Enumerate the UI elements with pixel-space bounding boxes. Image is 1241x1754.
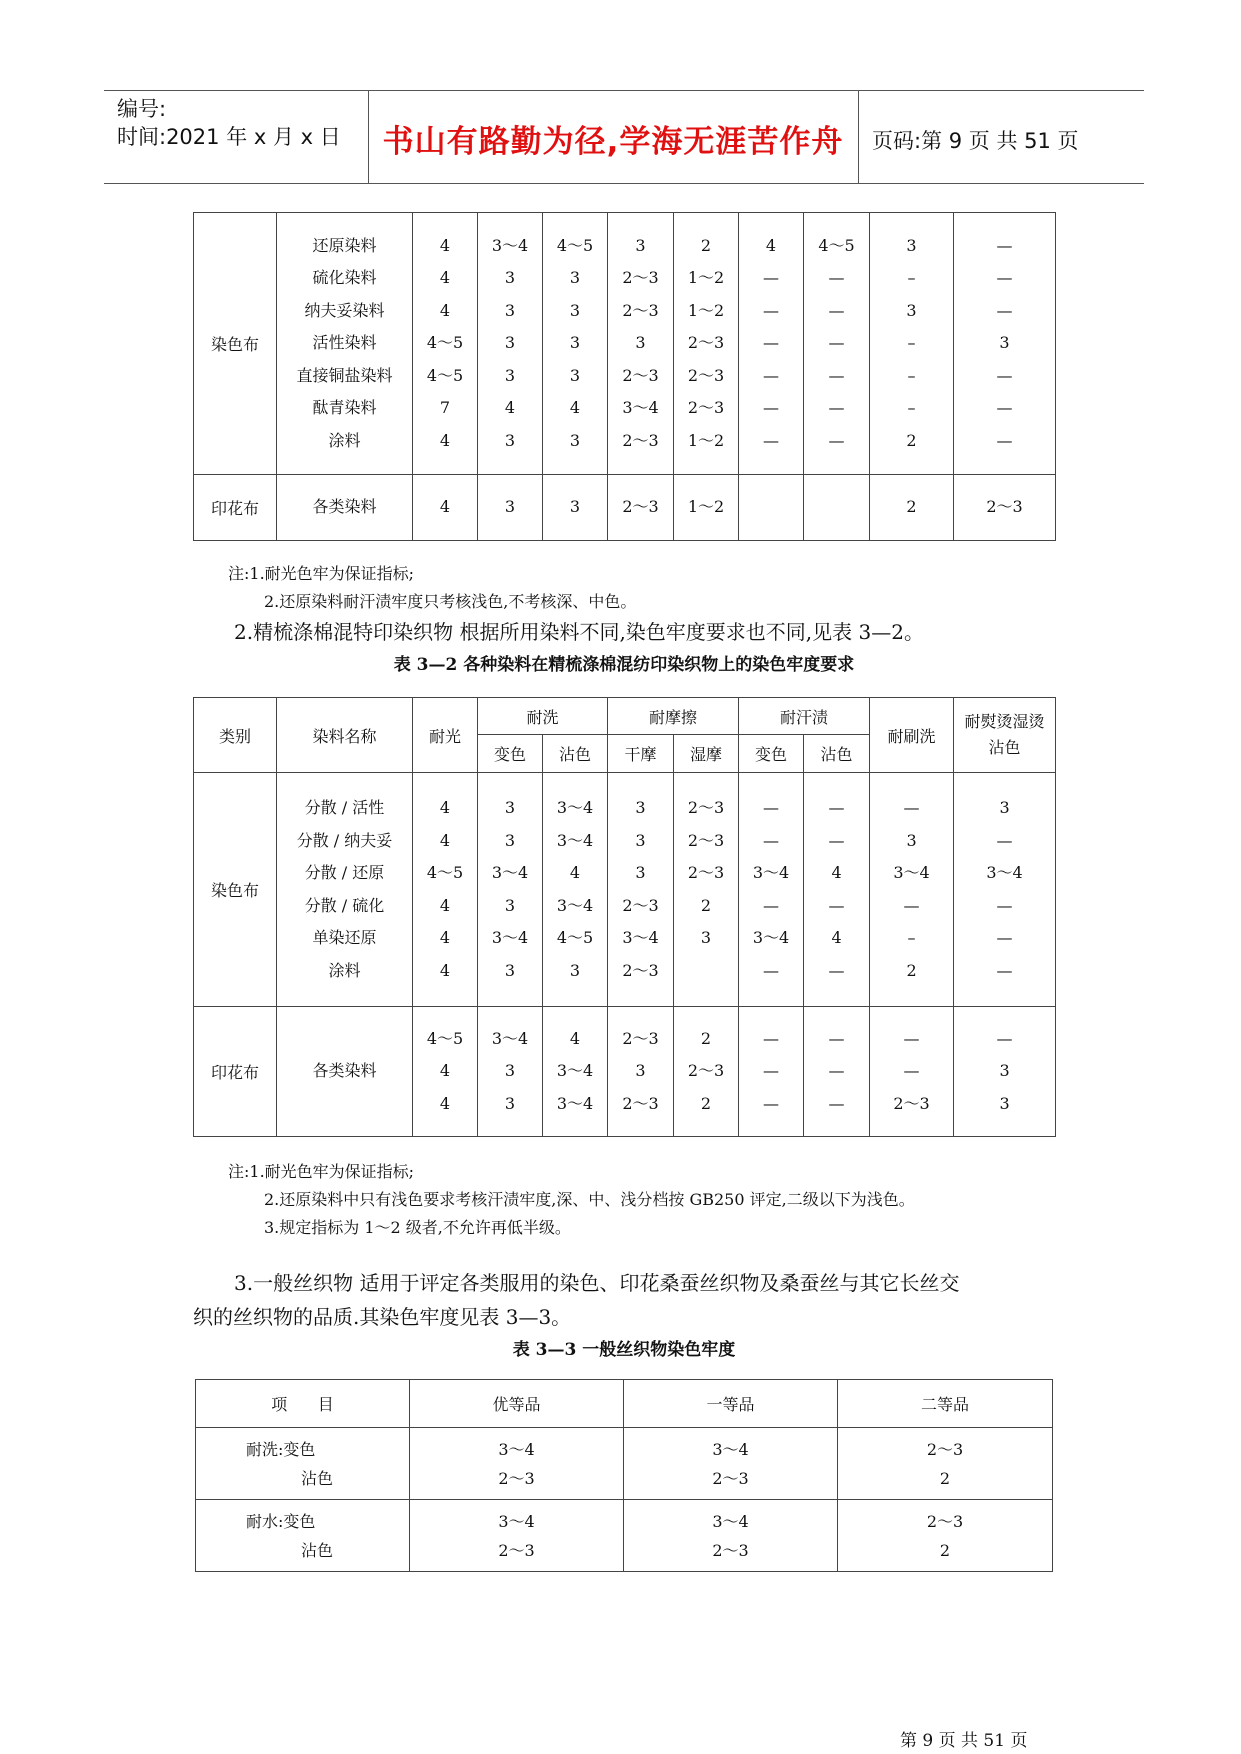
rating-value: —	[763, 430, 779, 450]
rating-value: —	[763, 300, 779, 320]
dye-name: 分散 / 纳夫妥	[296, 830, 393, 850]
header-iron: 耐熨烫湿烫沾色	[954, 698, 1056, 773]
rating-value-stack	[804, 491, 869, 524]
rating-value-stack	[608, 230, 673, 458]
rating-value: 2～3	[622, 430, 659, 450]
rating-value-stack	[954, 1023, 1055, 1121]
rating-value: 3	[700, 928, 712, 947]
header-light: 耐光	[413, 698, 478, 773]
rating-value: 7	[439, 398, 451, 418]
rating-value: —	[828, 1061, 845, 1081]
dye-name-stack	[277, 792, 412, 987]
rating-value-stack	[739, 792, 803, 987]
rating-value: 4	[569, 863, 581, 882]
rating-value: —	[763, 1093, 780, 1113]
rating-value: 3	[906, 235, 917, 255]
grade-value: 2～3	[712, 1540, 749, 1560]
dye-name: 活性染料	[312, 333, 377, 353]
header-grade-premium: 优等品	[410, 1380, 624, 1428]
rating-value-stack	[804, 1023, 869, 1121]
rating-value-stack	[478, 792, 542, 987]
rating-value: 3～4	[556, 1061, 594, 1081]
subheader-cell: 沾色	[543, 735, 608, 773]
rating-value: —	[763, 1028, 780, 1048]
rating-value-stack	[543, 792, 607, 987]
grade-value: 2～3	[926, 1439, 964, 1459]
rating-value: —	[828, 398, 845, 418]
rating-value: 3	[504, 960, 516, 980]
rating-value: —	[763, 798, 780, 817]
rating-value: 3～4	[556, 895, 594, 915]
rating-value: —	[996, 268, 1013, 288]
rating-value-stack	[413, 491, 477, 524]
rating-value: —	[828, 895, 845, 915]
rating-value-stack	[804, 230, 869, 458]
rating-value: —	[763, 268, 779, 288]
rating-value-stack	[954, 491, 1055, 524]
rating-value	[739, 491, 803, 524]
category-cell: 染色布	[194, 773, 277, 1007]
rating-value: —	[996, 928, 1013, 947]
note-line: 注:1.耐光色牢为保证指标;	[228, 564, 415, 583]
rating-value: 1～2	[687, 430, 725, 450]
rating-value: –	[907, 928, 916, 947]
rating-value: 3～4	[556, 830, 594, 850]
rating-value: 4	[439, 830, 451, 850]
paragraph: 2.精梳涤棉混特印染织物 根据所用染料不同,染色牢度要求也不同,见表 3—2。	[234, 620, 924, 644]
rating-value: 3～4	[556, 798, 594, 817]
rating-value-stack	[870, 792, 953, 987]
rating-value: 4～5	[426, 333, 464, 353]
rating-value: 3	[504, 365, 516, 385]
rating-value: —	[903, 1028, 920, 1048]
category-cell: 印花布	[194, 475, 277, 541]
dye-name: 涂料	[328, 430, 361, 450]
rating-value: 2～3	[622, 497, 659, 517]
rating-value: —	[828, 960, 845, 980]
rating-value: 2	[906, 960, 917, 980]
rating-value: 3～4	[893, 863, 930, 882]
note-line: 2.还原染料中只有浅色要求考核汗渍牢度,深、中、浅分档按 GB250 评定,二级以下为浅色。	[264, 1190, 915, 1209]
rating-value-stack	[739, 491, 803, 524]
rating-value: 3	[504, 895, 516, 915]
rating-value-stack	[543, 491, 607, 524]
dye-name: 分散 / 还原	[304, 863, 385, 882]
rating-value-stack	[478, 491, 542, 524]
grade-value: 2	[939, 1468, 951, 1488]
subheader-cell: 变色	[478, 735, 543, 773]
rating-value-stack	[739, 1023, 803, 1121]
rating-value: —	[763, 960, 780, 980]
rating-value: 4	[569, 1028, 581, 1048]
header-category: 类别	[194, 698, 277, 773]
rating-value: 2～3	[622, 960, 659, 980]
table-caption: 表 3—3 一般丝织物染色牢度	[512, 1340, 736, 1360]
table-row	[196, 1428, 1053, 1500]
grade-value: 3～4	[712, 1511, 749, 1531]
subheader-cell: 沾色	[804, 735, 870, 773]
rating-value: 3	[569, 365, 581, 385]
dye-name: 各类染料	[312, 497, 377, 517]
rating-value: 3	[635, 333, 646, 353]
rating-value: 2	[700, 235, 712, 255]
subheader-cell: 变色	[739, 735, 804, 773]
rating-value: 2～3	[622, 365, 659, 385]
header-grade-first: 一等品	[624, 1380, 838, 1428]
rating-value: —	[903, 798, 920, 817]
rating-value: —	[996, 430, 1013, 450]
silk-fastness-table	[195, 1379, 1053, 1572]
fastness-table-1	[193, 212, 1056, 541]
rating-value: –	[907, 398, 916, 418]
rating-value-stack	[413, 792, 477, 987]
rating-value: 4～5	[818, 235, 855, 255]
rating-value: 3	[504, 497, 516, 517]
rating-value: 3	[999, 333, 1010, 353]
rating-value: 4～5	[556, 928, 594, 947]
category-cell: 染色布	[194, 213, 277, 475]
rating-value: 3～4	[622, 398, 659, 418]
rating-value: 3	[504, 300, 516, 320]
grade-value: 2～3	[712, 1468, 749, 1488]
rating-value: —	[828, 1093, 845, 1113]
grade-value: 3～4	[498, 1439, 535, 1459]
rating-value: 2～3	[622, 895, 659, 915]
rating-value: 3	[999, 1093, 1010, 1113]
grade-value: 2	[939, 1540, 951, 1560]
rating-value-stack	[543, 1023, 607, 1121]
rating-value: –	[907, 333, 916, 353]
rating-value: 3	[569, 268, 581, 288]
rating-value: 3～4	[491, 863, 529, 882]
rating-value: 2～3	[687, 1061, 725, 1081]
rating-value: 3	[569, 960, 581, 980]
table-row	[194, 475, 1056, 541]
rating-value: —	[828, 430, 845, 450]
rating-value: 4～5	[426, 1028, 464, 1048]
rating-value: 3	[999, 798, 1010, 817]
rating-value: 3～4	[986, 863, 1023, 882]
rating-value: 4～5	[556, 235, 594, 255]
rating-value: 3	[504, 430, 516, 450]
subheader-cell: 干摩	[608, 735, 674, 773]
rating-value-stack	[674, 491, 738, 524]
rating-value: 2	[700, 1028, 712, 1048]
paragraph: 3.一般丝织物 适用于评定各类服用的染色、印花桑蚕丝织物及桑蚕丝与其它长丝交	[234, 1271, 960, 1295]
rating-value: —	[828, 300, 845, 320]
rating-value: —	[903, 1061, 920, 1081]
dye-name: 硫化染料	[312, 268, 377, 288]
header-divider	[858, 90, 859, 183]
rating-value: 4	[439, 895, 451, 915]
dye-name: 单染还原	[312, 928, 377, 947]
rating-value: 3	[635, 863, 646, 882]
rating-value-stack	[739, 230, 803, 458]
table-row	[194, 773, 1056, 1007]
rating-value: —	[828, 333, 845, 353]
header-dye-name: 染料名称	[277, 698, 413, 773]
subheader-cell: 湿摩	[674, 735, 739, 773]
rating-value: 4～5	[426, 365, 464, 385]
rating-value-stack	[870, 1023, 953, 1121]
rating-value: 4	[439, 1061, 451, 1081]
rating-value: 3	[569, 333, 581, 353]
rating-value: —	[763, 365, 779, 385]
rating-value: 3	[906, 300, 917, 320]
header-brush: 耐刷洗	[870, 698, 954, 773]
header-grade-second: 二等品	[838, 1380, 1053, 1428]
rating-value: 2	[700, 895, 712, 915]
rating-value: 4	[569, 398, 581, 418]
dye-name: 涂料	[328, 960, 361, 980]
rating-value-stack	[413, 230, 477, 458]
rating-value: —	[828, 798, 845, 817]
rating-value: 4	[439, 798, 451, 817]
header-sweat: 耐汗渍	[739, 698, 870, 735]
fastness-table-2	[193, 697, 1056, 1137]
rating-value: 4	[831, 928, 842, 947]
rating-value: 2～3	[687, 365, 725, 385]
rating-value: 4	[439, 300, 451, 320]
rating-value: 2～3	[687, 798, 725, 817]
rating-value: 3	[504, 268, 516, 288]
rating-value-stack	[608, 491, 673, 524]
rating-value: 2～3	[687, 333, 725, 353]
rating-value: 3～4	[491, 1028, 529, 1048]
rating-value: 1～2	[687, 300, 725, 320]
header-wash: 耐洗	[478, 698, 608, 735]
item-label: 沾色	[301, 1468, 334, 1488]
rating-value-stack	[954, 792, 1055, 987]
rating-value-stack	[478, 230, 542, 458]
dye-name: 分散 / 硫化	[304, 895, 385, 915]
rating-value: 2～3	[687, 863, 725, 882]
rating-value: 2～3	[986, 497, 1023, 517]
dye-name: 分散 / 活性	[304, 798, 385, 817]
note-line: 2.还原染料耐汗渍牢度只考核浅色,不考核深、中色。	[264, 592, 637, 611]
note-line: 注:1.耐光色牢为保证指标;	[228, 1162, 415, 1181]
rating-value: 2～3	[893, 1093, 930, 1113]
rating-value: 3	[906, 830, 917, 850]
rating-value: —	[903, 895, 920, 915]
rating-value: 3	[569, 300, 581, 320]
rating-value: 3	[635, 830, 646, 850]
rating-value: 3	[569, 497, 581, 517]
rating-value: —	[763, 333, 779, 353]
rating-value: 3	[569, 430, 581, 450]
rating-value: 3～4	[752, 928, 790, 947]
header-rub: 耐摩擦	[608, 698, 739, 735]
rating-value: 2	[906, 497, 917, 517]
rating-value: 4	[831, 863, 842, 882]
rating-value: —	[828, 268, 845, 288]
rating-value: —	[763, 1061, 780, 1081]
doc-time-label: 时间:2021 年 x 月 x 日	[117, 125, 341, 149]
rating-value: 3～4	[491, 235, 529, 255]
rating-value: —	[996, 365, 1013, 385]
rating-value: 2	[906, 430, 917, 450]
dye-name-stack	[277, 230, 412, 458]
grade-value: 2～3	[926, 1511, 964, 1531]
rating-value-stack	[674, 792, 738, 987]
rating-value: 2～3	[622, 1028, 659, 1048]
rating-value: 4	[439, 928, 451, 947]
rating-value-stack	[608, 1023, 673, 1121]
header-row	[194, 698, 1056, 735]
rating-value-stack	[608, 792, 673, 987]
rating-value: –	[907, 365, 916, 385]
rating-value: 4	[439, 497, 451, 517]
rating-value: 2～3	[622, 300, 659, 320]
rating-value: 3	[635, 1061, 646, 1081]
rating-value: 2～3	[622, 268, 659, 288]
rating-value: 3	[504, 830, 516, 850]
rating-value: 2～3	[687, 398, 725, 418]
rating-value: 4～5	[426, 863, 464, 882]
page-indicator: 页码:第 9 页 共 51 页	[872, 129, 1079, 153]
rating-value-stack	[478, 1023, 542, 1121]
rating-value: 2	[700, 1093, 712, 1113]
header-motto: 书山有路勤为径,学海无涯苦作舟	[382, 124, 844, 160]
grade-value: 3～4	[712, 1439, 749, 1459]
header-top-rule	[104, 90, 1144, 91]
rating-value: —	[996, 1028, 1013, 1048]
rating-value: —	[828, 830, 845, 850]
rating-value: —	[996, 235, 1013, 255]
dye-name-stack	[277, 491, 412, 524]
rating-value	[804, 491, 869, 524]
table-caption: 表 3—2 各种染料在精梳涤棉混纺印染织物上的染色牢度要求	[393, 655, 855, 675]
grade-value: 2～3	[498, 1540, 535, 1560]
dye-name: 还原染料	[312, 235, 377, 255]
rating-value: 3	[504, 333, 516, 353]
rating-value: 3	[504, 1093, 516, 1113]
rating-value: –	[907, 268, 916, 288]
rating-value: —	[763, 895, 780, 915]
grade-value: 2～3	[498, 1468, 535, 1488]
paragraph: 织的丝织物的品质.其染色牢度见表 3—3。	[193, 1305, 572, 1329]
item-label: 耐水:变色	[246, 1511, 316, 1531]
table-row	[196, 1500, 1053, 1572]
rating-value: —	[763, 830, 780, 850]
header-row	[196, 1380, 1053, 1428]
rating-value: 1～2	[687, 268, 725, 288]
rating-value-stack	[954, 230, 1055, 458]
note-line: 3.规定指标为 1～2 级者,不允许再低半级。	[264, 1218, 571, 1237]
rating-value-stack	[870, 230, 953, 458]
dye-name: 直接铜盐染料	[296, 365, 393, 385]
rating-value: —	[996, 960, 1013, 980]
rating-value: 4	[439, 1093, 451, 1113]
rating-value-stack	[413, 1023, 477, 1121]
rating-value: 4	[439, 430, 451, 450]
header-item: 项 目	[196, 1380, 410, 1428]
category-cell: 印花布	[194, 1007, 277, 1137]
rating-value: 4	[504, 398, 516, 418]
grade-value: 3～4	[498, 1511, 535, 1531]
rating-value: —	[763, 398, 779, 418]
rating-value: 4	[765, 235, 777, 255]
table-row	[194, 1007, 1056, 1137]
rating-value: 3～4	[491, 928, 529, 947]
dye-name-stack	[277, 1055, 412, 1088]
rating-value: 2～3	[622, 1093, 659, 1113]
rating-value	[674, 955, 738, 988]
rating-value: 3	[504, 1061, 516, 1081]
rating-value: 3～4	[622, 928, 659, 947]
rating-value: —	[828, 1028, 845, 1048]
rating-value: 4	[439, 235, 451, 255]
rating-value: 3	[635, 235, 646, 255]
rating-value: 4	[439, 268, 451, 288]
header-bottom-rule	[104, 183, 1144, 184]
rating-value: 2～3	[687, 830, 725, 850]
dye-name: 纳夫妥染料	[304, 300, 385, 320]
item-label: 沾色	[301, 1540, 334, 1560]
rating-value: —	[828, 365, 845, 385]
rating-value-stack	[674, 1023, 738, 1121]
rating-value: 3～4	[556, 1093, 594, 1113]
rating-value: 3	[999, 1061, 1010, 1081]
dye-name: 各类染料	[312, 1061, 377, 1081]
table-row	[194, 213, 1056, 475]
item-label: 耐洗:变色	[246, 1439, 316, 1459]
dye-name: 酞青染料	[312, 398, 377, 418]
rating-value: 1～2	[687, 497, 725, 517]
page-footer: 第 9 页 共 51 页	[900, 1731, 1028, 1751]
rating-value: 3～4	[752, 863, 790, 882]
rating-value: 4	[439, 960, 451, 980]
rating-value: —	[996, 398, 1013, 418]
rating-value: —	[996, 895, 1013, 915]
rating-value: —	[996, 300, 1013, 320]
rating-value: 3	[635, 798, 646, 817]
rating-value-stack	[674, 230, 738, 458]
rating-value: 3	[504, 798, 516, 817]
rating-value: —	[996, 830, 1013, 850]
rating-value-stack	[870, 491, 953, 524]
rating-value-stack	[804, 792, 869, 987]
doc-number-label: 编号:	[117, 97, 167, 121]
rating-value-stack	[543, 230, 607, 458]
